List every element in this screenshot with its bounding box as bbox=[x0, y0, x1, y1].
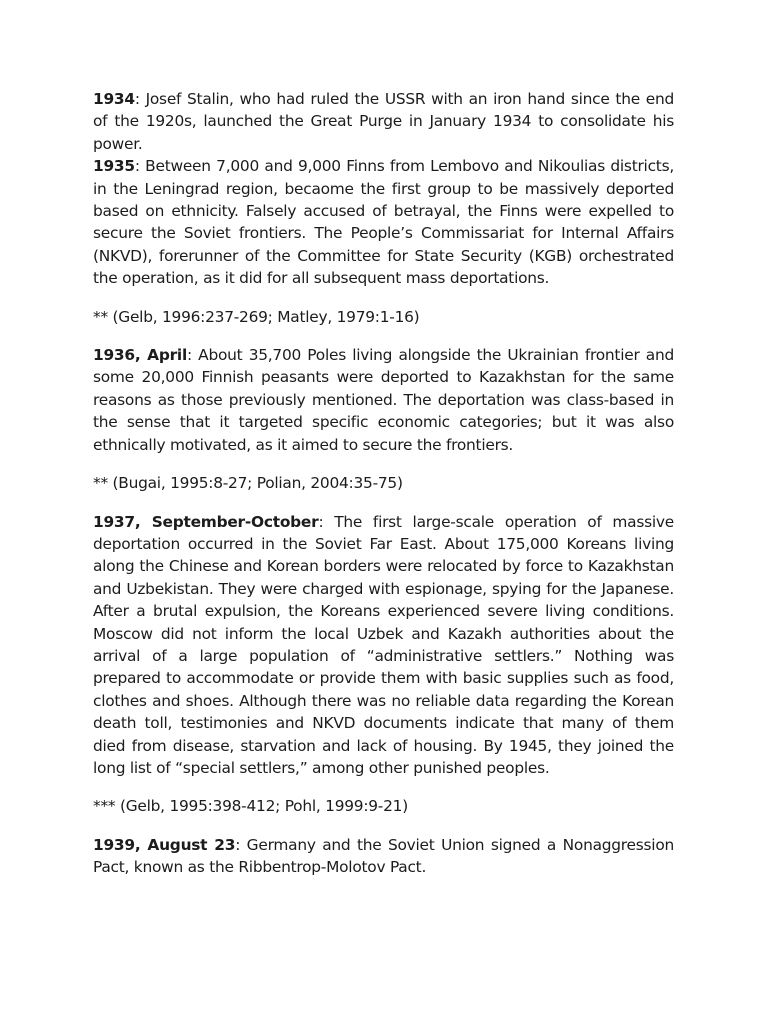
entry-date: 1934 bbox=[93, 90, 135, 108]
entry-1936-april bbox=[93, 344, 674, 456]
entry-1934 bbox=[93, 88, 674, 155]
citation: ** (Bugai, 1995:8-27; Polian, 2004:35-75) bbox=[93, 474, 403, 493]
entry-text: : Between 7,000 and 9,000 Finns from Lembovo and Nikoulias districts, in the Leningrad region, becaome the first group to be massively deported based on ethnicity. Falsely accused of betrayal, the Finns were expelled to secure the Soviet frontiers. The People’s Commissariat for Internal Affairs (NKVD), forerunner of the Committee for State Security (KGB) orchestrated the operation, as it did for all subsequent mass deportations. bbox=[93, 157, 674, 288]
entry-text: : The first large-scale operation of massive deportation occurred in the Soviet Far East. About 175,000 Koreans living along the Chinese and Korean borders were relocated by force to Kazakhstan and Uzbekistan. They were charged with espionage, spying for the Japanese. After a brutal expulsion, the Koreans experienced severe living conditions. Moscow did not inform the local Uzbek and Kazakh authorities about the arrival of a large population of “administrative settlers.” Nothing was prepared to accommodate or provide them with basic supplies such as food, clothes and shoes. Although there was no reliable data regarding the Korean death toll, testimonies and NKVD documents indicate that many of them died from disease, starvation and lack of housing. By 1945, they joined the long list of “special settlers,” among other punished peoples. bbox=[93, 512, 674, 777]
entry-1939-august-23 bbox=[93, 834, 674, 879]
entry-date: 1935 bbox=[93, 157, 135, 176]
entry-date: 1939, August 23 bbox=[93, 835, 236, 854]
entry-text: : Germany and the Soviet Union signed a Nonaggression Pact, known as the Ribbentrop-Molotov Pact. bbox=[93, 835, 674, 877]
document-page bbox=[93, 88, 674, 879]
entry-text: : Josef Stalin, who had ruled the USSR with an iron hand since the end of the 1920s, launched the Great Purge in January 1934 to consolidate his power. bbox=[93, 90, 674, 153]
entry-date: 1937, September-October bbox=[93, 512, 319, 531]
entry-1935 bbox=[93, 155, 674, 289]
entry-date: 1936, April bbox=[93, 346, 187, 365]
citation: ** (Gelb, 1996:237-269; Matley, 1979:1-16) bbox=[93, 307, 420, 326]
entry-text: : About 35,700 Poles living alongside the Ukrainian frontier and some 20,000 Finnish peasants were deported to Kazakhstan for the same reasons as those previously mentioned. The deportation was class-based in the sense that it targeted specific economic categories; but it was also ethnically motivated, as it aimed to secure the frontiers. bbox=[93, 346, 675, 454]
entry-1937-september-october bbox=[93, 511, 674, 780]
citation: *** (Gelb, 1995:398-412; Pohl, 1999:9-21) bbox=[93, 797, 408, 816]
